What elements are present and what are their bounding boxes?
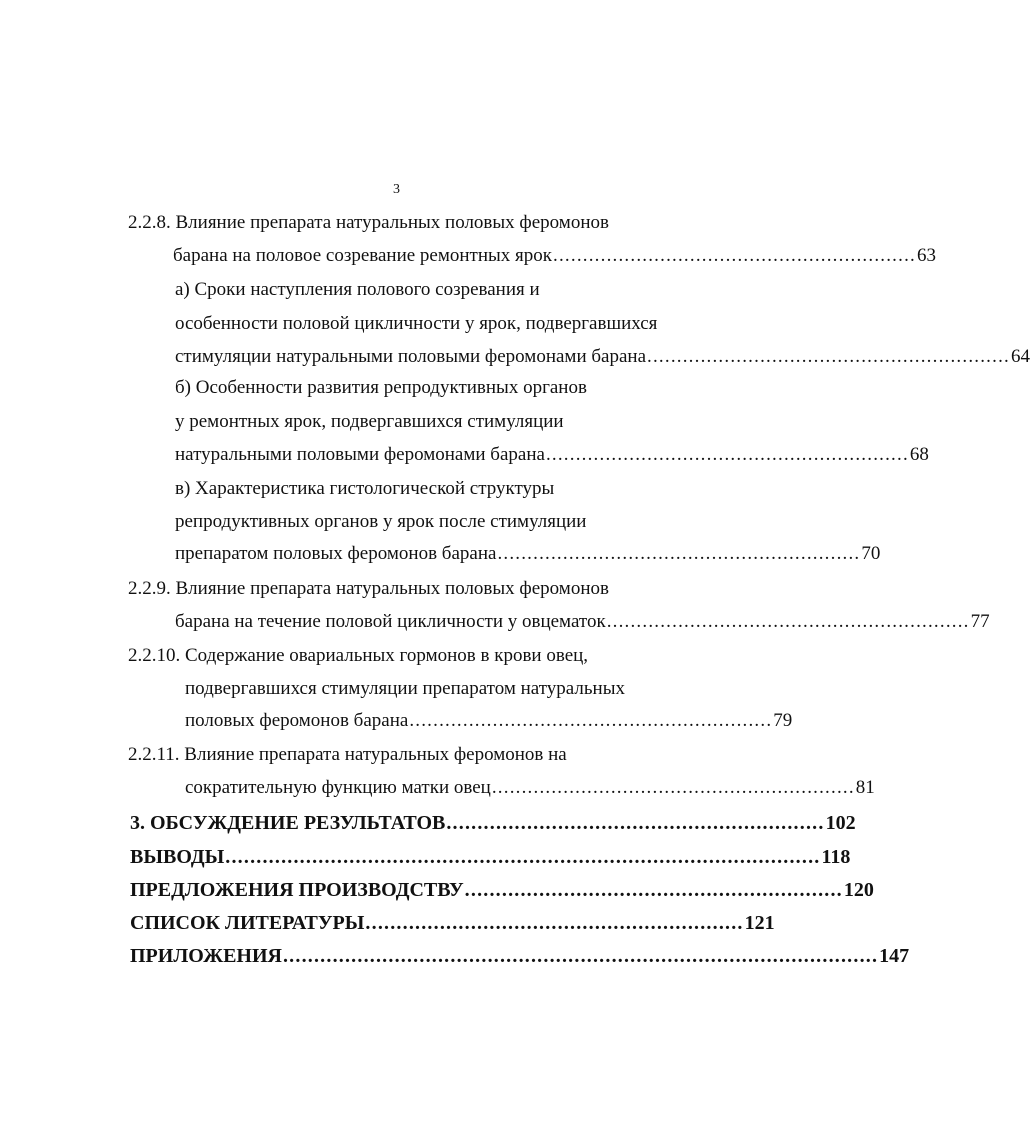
toc-entry xyxy=(175,444,929,466)
toc-entry xyxy=(185,777,875,799)
toc-leader: ............................................................. xyxy=(647,346,1010,367)
toc-text: ВЫВОДЫ xyxy=(130,846,225,868)
toc-leader: ................................................................................................ xyxy=(282,945,879,967)
toc-page-ref: 68 xyxy=(909,444,929,465)
toc-text: сократительную функцию матки овец xyxy=(185,777,491,798)
toc-page-ref: 64 xyxy=(1010,346,1030,367)
toc-text: репродуктивных органов у ярок после стимуляции xyxy=(175,511,587,532)
toc-subheading xyxy=(175,279,540,301)
toc-entry xyxy=(175,543,881,565)
toc-entry-discussion xyxy=(130,812,856,834)
toc-text: в) Характеристика гистологической структуры xyxy=(175,478,555,499)
toc-text: СПИСОК ЛИТЕРАТУРЫ xyxy=(130,912,365,934)
toc-text: натуральными половыми феромонами барана xyxy=(175,444,545,465)
toc-text: 3. ОБСУЖДЕНИЕ РЕЗУЛЬТАТОВ xyxy=(130,812,446,834)
page-number: 3 xyxy=(393,182,400,197)
toc-text: ПРЕДЛОЖЕНИЯ ПРОИЗВОДСТВУ xyxy=(130,879,464,901)
toc-page-ref: 147 xyxy=(879,945,910,967)
toc-continuation xyxy=(175,411,564,433)
toc-leader: ............................................................. xyxy=(409,710,773,731)
toc-text: ПРИЛОЖЕНИЯ xyxy=(130,945,282,967)
toc-leader: ............................................................. xyxy=(553,245,916,266)
toc-heading-2-2-11 xyxy=(128,744,567,766)
toc-entry xyxy=(175,346,1030,368)
toc-text: стимуляции натуральными половыми феромонами барана xyxy=(175,346,647,367)
toc-text: 2.2.10. Содержание овариальных гормонов в крови овец, xyxy=(128,645,589,666)
toc-leader: ............................................................. xyxy=(545,444,909,465)
toc-text: б) Особенности развития репродуктивных органов xyxy=(175,377,587,398)
toc-heading-2-2-10 xyxy=(128,645,588,667)
toc-subheading xyxy=(175,377,587,399)
toc-entry xyxy=(173,245,936,267)
toc-page-ref: 70 xyxy=(861,543,881,564)
toc-entry-references xyxy=(130,912,775,934)
toc-page-ref: 102 xyxy=(825,812,856,834)
toc-continuation xyxy=(175,511,586,533)
toc-page-ref: 121 xyxy=(744,912,775,934)
toc-leader: ............................................................. xyxy=(464,879,843,901)
toc-text: препаратом половых феромонов барана xyxy=(175,543,497,564)
toc-entry xyxy=(175,611,990,633)
toc-text: 2.2.9. Влияние препарата натуральных половых феромонов xyxy=(128,578,609,599)
toc-text: барана на половое созревание ремонтных ярок xyxy=(173,245,553,266)
toc-leader: ............................................................. xyxy=(491,777,855,798)
toc-page-ref: 120 xyxy=(843,879,874,901)
toc-leader: ............................................................. xyxy=(606,611,970,632)
toc-text: особенности половой цикличности у ярок, подвергавшихся xyxy=(175,313,658,334)
toc-leader: ............................................................. xyxy=(497,543,861,564)
toc-page-ref: 81 xyxy=(855,777,875,798)
toc-entry xyxy=(185,710,793,732)
toc-subheading xyxy=(175,478,554,500)
toc-page-ref: 79 xyxy=(773,710,793,731)
toc-continuation xyxy=(175,313,657,335)
toc-page-ref: 63 xyxy=(916,245,936,266)
toc-text: у ремонтных ярок, подвергавшихся стимуляции xyxy=(175,411,564,432)
toc-leader: ............................................................. xyxy=(446,812,825,834)
toc-heading-2-2-9 xyxy=(128,578,609,600)
toc-text: барана на течение половой цикличности у овцематок xyxy=(175,611,606,632)
toc-page-ref: 118 xyxy=(821,846,851,868)
toc-page-ref: 77 xyxy=(970,611,990,632)
toc-entry-proposals xyxy=(130,879,874,901)
toc-heading-2-2-8 xyxy=(128,212,609,234)
toc-text: подвергавшихся стимуляции препаратом натуральных xyxy=(185,678,625,699)
toc-text: половых феромонов барана xyxy=(185,710,409,731)
toc-leader: ............................................................. xyxy=(365,912,744,934)
toc-leader: ................................................................................................ xyxy=(225,846,821,868)
toc-continuation xyxy=(185,678,625,700)
toc-entry-conclusions xyxy=(130,846,851,868)
toc-entry-appendices xyxy=(130,945,910,967)
toc-text: 2.2.8. Влияние препарата натуральных половых феромонов xyxy=(128,212,609,233)
toc-text: а) Сроки наступления полового созревания и xyxy=(175,279,540,300)
toc-text: 2.2.11. Влияние препарата натуральных феромонов на xyxy=(128,744,567,765)
